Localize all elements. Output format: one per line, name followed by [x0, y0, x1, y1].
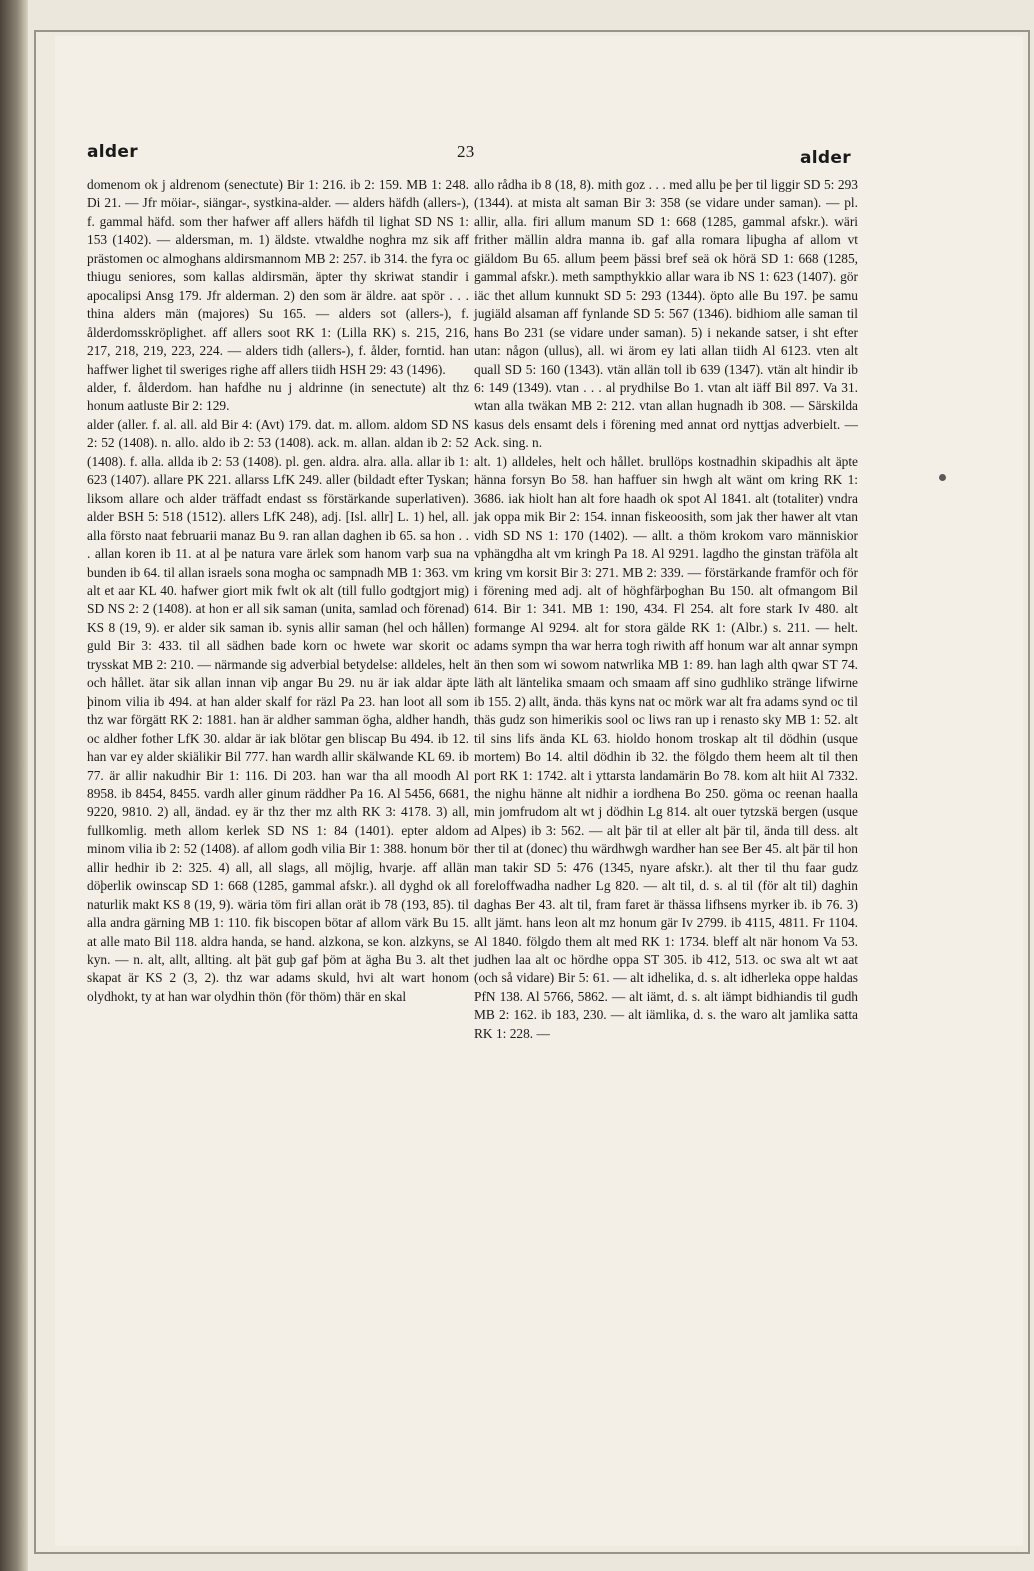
header-right-word: alder [800, 148, 851, 168]
right-column [474, 176, 858, 1043]
paragraph: alder (aller. f. al. all. ald Bir 4: (Avt) 179. dat. m. allom. aldom SD NS 2: 52 (1408). n. allo. aldo ib 2: 53 (1408). ack. m. allan. aldan ib 2: 52 (1408). f. alla. allda ib 2: 53 (1408). pl. gen. aldra. alra. alla. allar ib 1: 623 (1407). allare PK 221. allarss LfK 249. aller (bildadt efter Tyskan; liksom allare och alder träffadt endast ss förstärkande superlativen). alder BSH 5: 518 (1512). allers LfK 248), adj. [Isl. allr] L. 1) hel, all. alla försto naat februarii manaz Bu 9. ran allan daghen ib 65. sa hon . . . allan koren ib 11. at al þe natura vare ärlek som hanom varþ sua na bunden ib 64. til allan israels sona mogha oc sampnadh MB 1: 363. vm alt et aar KL 40. hafwer giort mik fwlt ok alt (till fullo godtgjort mig) SD NS 2: 2 (1408). at hon er all sik saman (unita, samlad och förenad) KS 8 (19, 9). er alder sik saman ib. synis allir saman (hel och hållen) guld Bir 3: 433. til all sädhen bade korn oc hwete war skorit oc trysskat MB 2: 210. — närmande sig adverbial betydelse: alldeles, helt och hållet. ätar sik allan innan viþ angar Bu 29. nu är iak aldar äpte þinom vilia ib 494. at han alder skalf for räzl Pa 23. han loot all som thz war förgätt RK 2: 1881. han är aldher samman ögha, aldher handh, oc aldher fother LfK 30. aldar är iak blötar gen bliscap Bu 494. ib 12. han var ey alder skiälikir Bil 777. han wardh allir skälwande KL 69. ib 77. är allir nakudhir Bir 1: 116. Di 203. han war tha all moodh Al 8958. ib 8454, 8455. vardh aller ginum räddher Pa 16. Al 5456, 6681, 9220, 9810. 2) all, ändad. ey är thz ther mz alth RK 3: 4178. 3) all, fullkomlig. meth allom kerlek SD NS 1: 84 (1401). epter aldom minom vilia ib 2: 52 (1408). af allom godh vilia Bir 1: 388. honum bör allir hedhir ib 2: 325. 4) all, all slags, all möjlig, hvarje. aff allän döþerlik owinscap SD 1: 668 (1285, gammal afskr.). all dyghd ok all naturlik makt KS 8 (19, 9). wäria töm firi allan orät ib 78 (193, 85). til alla andra gärning MB 1: 110. fik biscopen bötar af allom värk Bu 15. at alle mato Bil 118. aldra handa, se hand. alzkona, se kon. alzkyns, se kyn. — n. alt, allt, allting. alt þät guþ gaf þöm at ägha Bu 3. alt thet skapat är KS 2 (3, 2). thz war adams skuld, hvi alt wart honom olydhokt, ty at han war olydhin thön (för thöm) thär en skal [87, 416, 469, 1004]
scan-edge [0, 0, 28, 1571]
paragraph: alder, f. ålderdom. han hafdhe nu j aldrinne (in senectute) alt thz honum aatluste Bir 2: 129. [87, 379, 469, 414]
margin-dot [939, 474, 946, 481]
paragraph: allo rådha ib 8 (18, 8). mith goz . . . med allu þe þer til liggir SD 5: 293 (1344). at mista alt saman Bir 3: 358 (se vidare under saman). — pl. allir, alla. firi allum manum SD 1: 668 (1285, gammal afskr.). wäri frither mällin aldra manna ib. gaf alla romara liþugha af allom vt giäldom Bu 65. allum þeem þässi bref seä ok hörä SD 1: 668 (1285, gammal afskr.). meth sampthykkio allar wara ib NS 1: 623 (1407). gör iäc thet allum kunnukt SD 5: 293 (1344). öpto alle Bu 197. þe samu jugiäld alsaman aff fynlande SD 5: 567 (1346). bidhiom alle saman til hans Bo 231 (se vidare under saman). 5) i nekande satser, i sht efter utan: någon (ullus), all. wi ärom ey lati allan tiidh Al 6123. vten alt quall SD 5: 160 (1343). vtän allän toll ib 639 (1347). vtän alt hindir ib 6: 149 (1349). vtan . . . al prydhilse Bo 1. vtan alt iäff Bil 897. Va 31. wtan alla twäkan MB 2: 212. vtan allan hugnadh ib 308. — Särskilda kasus dels ensamt dels i förening med annat ord nyttjas adverbielt. — Ack. sing. n. [474, 177, 858, 451]
page-number: 23 [457, 142, 475, 161]
header-left-word: alder [87, 142, 138, 162]
paragraph: alt. 1) alldeles, helt och hållet. brullöps kostnadhin skipadhis alt äpte hänna forsyn Bo 58. han haffuer sin hwgh alt wänt om kring RK 1: 3686. iak hiolt han alt fore haadh ok spot Al 1841. alt (totaliter) vndra jak oppa mik Bir 2: 154. innan fiskeoosith, som jak ther hawer alt vtan vidh SD NS 1: 170 (1402). — allt. a thöm krokom varo människior vphängdha alt vm kringh Pa 18. Al 9291. lagdho the ginstan träföla alt kring vm korsit Bir 3: 271. MB 2: 339. — förstärkande framför och för i förening med adj. alt of höghfärþoghan Bu 150. alt ofmangom Bil 614. Bir 1: 341. MB 1: 190, 434. Fl 254. alt fore stark Iv 480. alt formange Al 9294. alt for stora gälde RK 1: (Albr.) s. 211. — helt. adams sympn tha war herra togh riwith aff honum war alt annar sympn än then som wi sowom natwrlika MB 1: 89. han lagh alth qwar ST 74. läth alt läntelika smaam och smaam aff sino gudhliko strängе lifwirne ib 155. 2) allt, ända. thäs kyns nat oc mörk war alt fra adams synd oc til thäs gudz son himerikis sool oc liws ran up i renasto sky MB 1: 52. alt til sins lifs ända KL 63. hioldo honom troskap alt til dödhin (usque mortem) Bo 14. altil dödhin ib 32. the fölgdo them heem alt til then port RK 1: 1742. alt i yttarsta landamärin Bo 78. kom alt hiit Al 7332. the nighu hänne alt nidhir a iordhena Bo 250. göma oc reenan haalla min jomfrudom alt wt j dödhin Lg 814. alt ouer tytzskä bergen (usque ad Alpes) ib 3: 562. — alt þär til at eller alt þär til, ända till dess. alt ther til at (donec) thu wärdhwgh wardher han see Ber 45. alt þär til hon man takir SD 5: 476 (1345, nyare afskr.). alt ther til thu faar gudz foreloffwadha nadher Lg 820. — alt til, d. s. al til (för alt til) daghin daghas Ber 43. alt til, fram faret är thässa lifhsens myrker ib. ib 76. 3) allt jämt. hans leon alt mz honum gär Iv 2799. ib 4115, 4811. Fr 1104. Al 1840. fölgdo them alt med RK 1: 1734. bleff alt när honom Va 53. judhen laa alt oc hördhe oppa ST 305. ib 412, 513. oc swa alt wt aat (och så vidare) Bir 5: 61. — alt idhelika, d. s. alt idherleka oppe haldas PfN 138. Al 5766, 5862. — alt iämt, d. s. alt iämpt bidhiandis til gudh MB 2: 162. ib 183, 230. — alt iämlika, d. s. the waro alt jamlika satta RK 1: 228. — [474, 453, 858, 1041]
left-column [87, 176, 469, 1006]
paragraph: domenom ok j aldrenom (senectute) Bir 1: 216. ib 2: 159. MB 1: 248. Di 21. — Jfr möiar-, siängar-, systkina-alder. — alders häfdh (allers-), f. gammal häfd. som ther hafwer aff allers häfdh til lighat SD NS 1: 153 (1402). — aldersman, m. 1) äldste. vtwaldhe noghra mz sik aff prästomen oc almoghans aldirsmannom MB 2: 257. ib 314. the fyra oc thiugu seniores, som kallas aldirsmän, äpter thy skriwat standir i apocalipsi Ansg 179. Jfr alderman. 2) den som är äldre. aat spör . . . thina alders män (majores) Su 165. — alders sot (allers-), f. ålderdomsskröplighet. aff allers soot RK 1: (Lilla RK) s. 215, 216, 217, 218, 219, 223, 224. — alders tidh (allers-), f. ålder, forntid. han haffwer lighet til sweriges righe aff allers tiidh HSH 29: 43 (1496). [87, 177, 469, 377]
